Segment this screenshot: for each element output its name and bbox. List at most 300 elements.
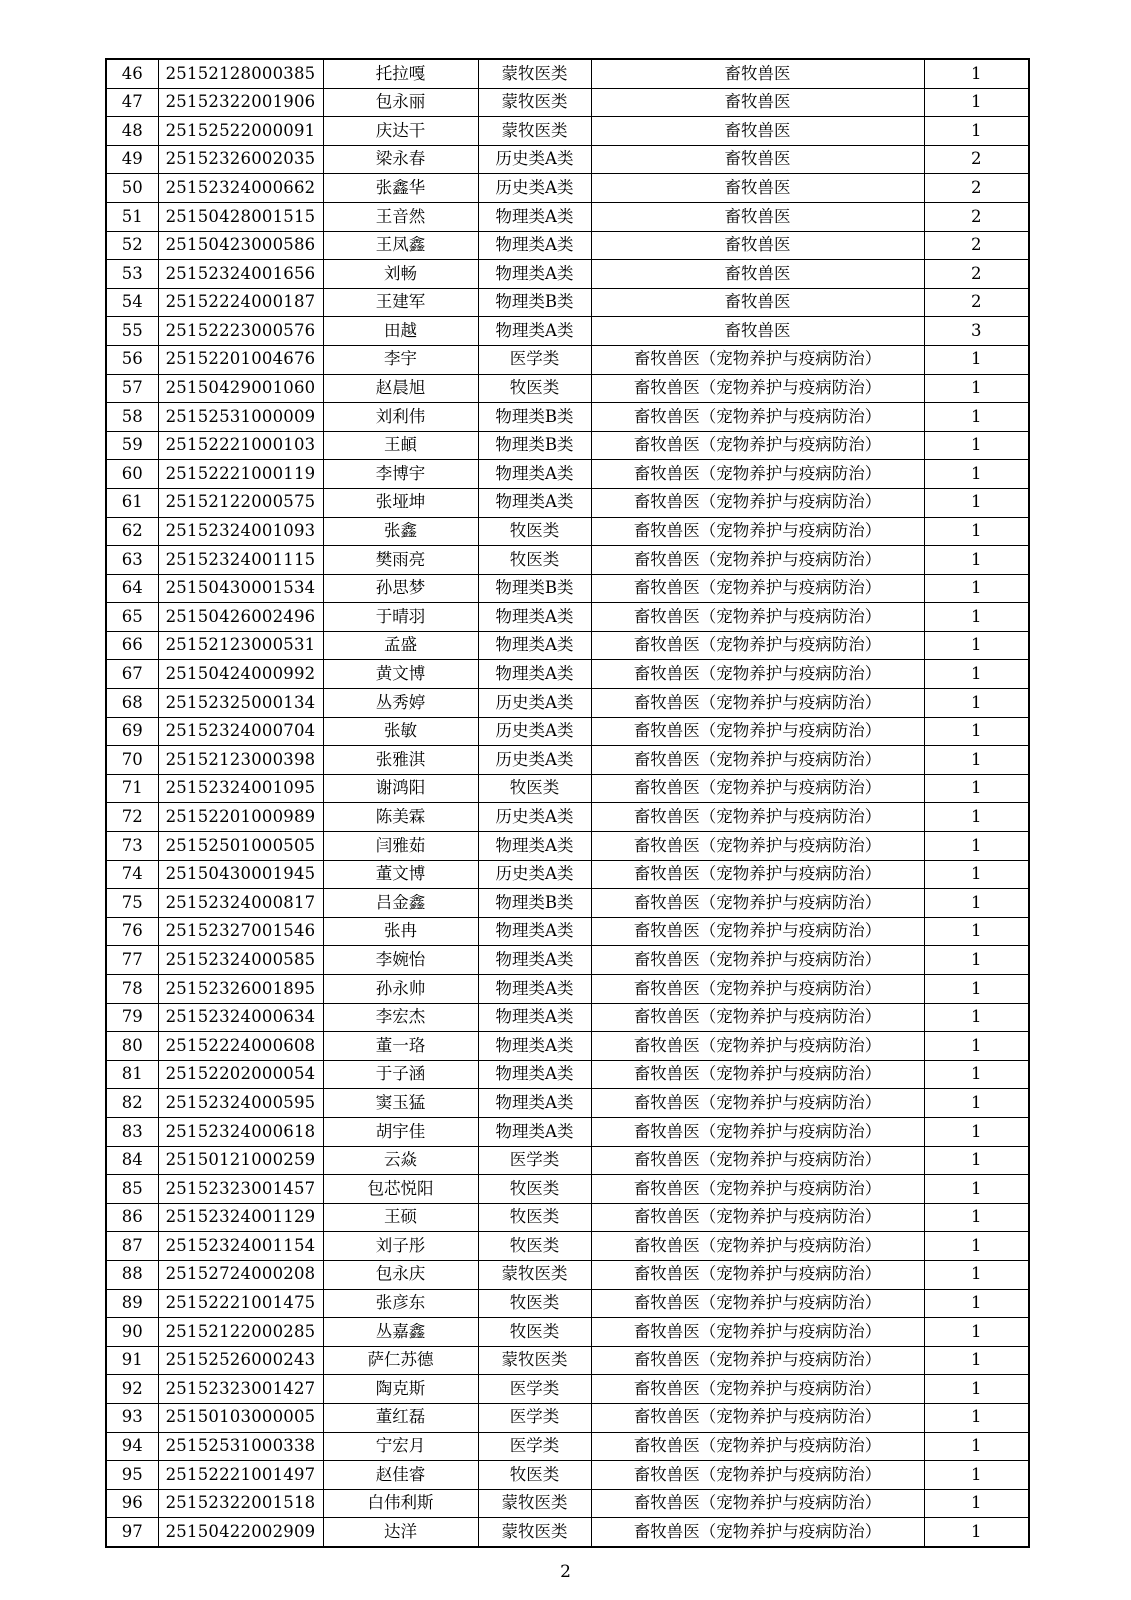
major-cell: 畜牧兽医（宠物养护与疫病防治） xyxy=(591,717,924,746)
page-number: 2 xyxy=(560,1562,571,1582)
table-row xyxy=(106,231,1029,260)
subject-category-cell: 蒙牧医类 xyxy=(478,1489,591,1518)
subject-category-cell: 物理类A类 xyxy=(478,946,591,975)
major-cell: 畜牧兽医 xyxy=(591,202,924,231)
student-name-cell: 董文博 xyxy=(323,860,478,889)
major-cell: 畜牧兽医 xyxy=(591,145,924,174)
table-row xyxy=(106,946,1029,975)
table-row xyxy=(106,1489,1029,1518)
candidate-id-cell: 25152128000385 xyxy=(158,59,323,88)
table-row xyxy=(106,345,1029,374)
row-index-cell: 47 xyxy=(106,88,158,117)
student-name-cell: 庆达干 xyxy=(323,117,478,146)
subject-category-cell: 物理类A类 xyxy=(478,631,591,660)
row-index-cell: 48 xyxy=(106,117,158,146)
row-index-cell: 94 xyxy=(106,1432,158,1461)
row-index-cell: 88 xyxy=(106,1260,158,1289)
candidate-id-cell: 25150103000005 xyxy=(158,1403,323,1432)
table-row xyxy=(106,1403,1029,1432)
table-row xyxy=(106,889,1029,918)
row-index-cell: 57 xyxy=(106,374,158,403)
subject-category-cell: 物理类B类 xyxy=(478,574,591,603)
student-name-cell: 梁永春 xyxy=(323,145,478,174)
row-index-cell: 75 xyxy=(106,889,158,918)
student-name-cell: 赵佳睿 xyxy=(323,1461,478,1490)
major-cell: 畜牧兽医（宠物养护与疫病防治） xyxy=(591,1260,924,1289)
major-cell: 畜牧兽医 xyxy=(591,174,924,203)
major-cell: 畜牧兽医 xyxy=(591,317,924,346)
candidate-id-cell: 25152501000505 xyxy=(158,832,323,861)
row-index-cell: 51 xyxy=(106,202,158,231)
subject-category-cell: 历史类A类 xyxy=(478,145,591,174)
major-cell: 畜牧兽医（宠物养护与疫病防治） xyxy=(591,403,924,432)
batch-cell: 1 xyxy=(924,832,1029,861)
row-index-cell: 89 xyxy=(106,1289,158,1318)
row-index-cell: 54 xyxy=(106,288,158,317)
table-row xyxy=(106,488,1029,517)
subject-category-cell: 历史类A类 xyxy=(478,860,591,889)
table-row xyxy=(106,975,1029,1004)
subject-category-cell: 牧医类 xyxy=(478,774,591,803)
table-row xyxy=(106,460,1029,489)
major-cell: 畜牧兽医（宠物养护与疫病防治） xyxy=(591,631,924,660)
subject-category-cell: 牧医类 xyxy=(478,517,591,546)
candidate-id-cell: 25152324000662 xyxy=(158,174,323,203)
table-row xyxy=(106,1461,1029,1490)
subject-category-cell: 牧医类 xyxy=(478,1175,591,1204)
subject-category-cell: 蒙牧医类 xyxy=(478,117,591,146)
batch-cell: 1 xyxy=(924,717,1029,746)
student-name-cell: 陶克斯 xyxy=(323,1375,478,1404)
major-cell: 畜牧兽医（宠物养护与疫病防治） xyxy=(591,1346,924,1375)
student-name-cell: 达洋 xyxy=(323,1518,478,1547)
row-index-cell: 96 xyxy=(106,1489,158,1518)
row-index-cell: 81 xyxy=(106,1060,158,1089)
subject-category-cell: 物理类A类 xyxy=(478,1089,591,1118)
subject-category-cell: 物理类A类 xyxy=(478,460,591,489)
batch-cell: 1 xyxy=(924,517,1029,546)
candidate-id-cell: 25150429001060 xyxy=(158,374,323,403)
row-index-cell: 84 xyxy=(106,1146,158,1175)
candidate-id-cell: 25152221000119 xyxy=(158,460,323,489)
subject-category-cell: 历史类A类 xyxy=(478,717,591,746)
candidate-id-cell: 25152201000989 xyxy=(158,803,323,832)
batch-cell: 1 xyxy=(924,1375,1029,1404)
row-index-cell: 52 xyxy=(106,231,158,260)
subject-category-cell: 物理类A类 xyxy=(478,975,591,1004)
batch-cell: 2 xyxy=(924,260,1029,289)
row-index-cell: 80 xyxy=(106,1032,158,1061)
batch-cell: 1 xyxy=(924,860,1029,889)
batch-cell: 2 xyxy=(924,202,1029,231)
table-row xyxy=(106,1175,1029,1204)
candidate-id-cell: 25152324000817 xyxy=(158,889,323,918)
major-cell: 畜牧兽医（宠物养护与疫病防治） xyxy=(591,1289,924,1318)
candidate-id-cell: 25152324000618 xyxy=(158,1117,323,1146)
student-name-cell: 王建军 xyxy=(323,288,478,317)
major-cell: 畜牧兽医（宠物养护与疫病防治） xyxy=(591,1203,924,1232)
student-name-cell: 李宇 xyxy=(323,345,478,374)
major-cell: 畜牧兽医（宠物养护与疫病防治） xyxy=(591,574,924,603)
batch-cell: 1 xyxy=(924,546,1029,575)
table-row xyxy=(106,1117,1029,1146)
subject-category-cell: 医学类 xyxy=(478,1403,591,1432)
subject-category-cell: 历史类A类 xyxy=(478,746,591,775)
student-name-cell: 张冉 xyxy=(323,917,478,946)
table-row xyxy=(106,1060,1029,1089)
table-row xyxy=(106,1032,1029,1061)
batch-cell: 3 xyxy=(924,317,1029,346)
major-cell: 畜牧兽医（宠物养护与疫病防治） xyxy=(591,1518,924,1547)
batch-cell: 1 xyxy=(924,1175,1029,1204)
major-cell: 畜牧兽医 xyxy=(591,59,924,88)
subject-category-cell: 医学类 xyxy=(478,1146,591,1175)
row-index-cell: 50 xyxy=(106,174,158,203)
table-row xyxy=(106,717,1029,746)
row-index-cell: 74 xyxy=(106,860,158,889)
student-name-cell: 白伟利斯 xyxy=(323,1489,478,1518)
student-name-cell: 丛嘉鑫 xyxy=(323,1318,478,1347)
table-row xyxy=(106,803,1029,832)
student-name-cell: 赵晨旭 xyxy=(323,374,478,403)
row-index-cell: 85 xyxy=(106,1175,158,1204)
major-cell: 畜牧兽医（宠物养护与疫病防治） xyxy=(591,889,924,918)
subject-category-cell: 牧医类 xyxy=(478,1232,591,1261)
batch-cell: 1 xyxy=(924,1461,1029,1490)
table-row xyxy=(106,1432,1029,1461)
batch-cell: 1 xyxy=(924,746,1029,775)
row-index-cell: 55 xyxy=(106,317,158,346)
major-cell: 畜牧兽医（宠物养护与疫病防治） xyxy=(591,488,924,517)
batch-cell: 1 xyxy=(924,975,1029,1004)
batch-cell: 2 xyxy=(924,174,1029,203)
batch-cell: 1 xyxy=(924,1346,1029,1375)
table-row xyxy=(106,1232,1029,1261)
candidate-id-cell: 25152221000103 xyxy=(158,431,323,460)
student-name-cell: 包永丽 xyxy=(323,88,478,117)
major-cell: 畜牧兽医 xyxy=(591,117,924,146)
table-row xyxy=(106,832,1029,861)
candidate-id-cell: 25152324001095 xyxy=(158,774,323,803)
batch-cell: 1 xyxy=(924,117,1029,146)
candidate-id-cell: 25152326001895 xyxy=(158,975,323,1004)
candidate-id-cell: 25152324001656 xyxy=(158,260,323,289)
row-index-cell: 95 xyxy=(106,1461,158,1490)
row-index-cell: 93 xyxy=(106,1403,158,1432)
candidate-id-cell: 25152322001906 xyxy=(158,88,323,117)
batch-cell: 1 xyxy=(924,1403,1029,1432)
subject-category-cell: 物理类B类 xyxy=(478,431,591,460)
table-row xyxy=(106,1289,1029,1318)
table-row xyxy=(106,603,1029,632)
student-name-cell: 孟盛 xyxy=(323,631,478,660)
major-cell: 畜牧兽医（宠物养护与疫病防治） xyxy=(591,746,924,775)
student-name-cell: 孙思梦 xyxy=(323,574,478,603)
table-row xyxy=(106,1089,1029,1118)
major-cell: 畜牧兽医（宠物养护与疫病防治） xyxy=(591,803,924,832)
subject-category-cell: 物理类A类 xyxy=(478,202,591,231)
major-cell: 畜牧兽医（宠物养护与疫病防治） xyxy=(591,1232,924,1261)
subject-category-cell: 医学类 xyxy=(478,345,591,374)
batch-cell: 1 xyxy=(924,345,1029,374)
subject-category-cell: 蒙牧医类 xyxy=(478,1260,591,1289)
student-name-cell: 张雅淇 xyxy=(323,746,478,775)
student-name-cell: 董一珞 xyxy=(323,1032,478,1061)
subject-category-cell: 蒙牧医类 xyxy=(478,1346,591,1375)
batch-cell: 1 xyxy=(924,1432,1029,1461)
batch-cell: 1 xyxy=(924,374,1029,403)
row-index-cell: 87 xyxy=(106,1232,158,1261)
batch-cell: 1 xyxy=(924,1089,1029,1118)
row-index-cell: 67 xyxy=(106,660,158,689)
student-name-cell: 李婉怡 xyxy=(323,946,478,975)
candidate-id-cell: 25150426002496 xyxy=(158,603,323,632)
batch-cell: 1 xyxy=(924,603,1029,632)
candidate-id-cell: 25152327001546 xyxy=(158,917,323,946)
major-cell: 畜牧兽医 xyxy=(591,260,924,289)
batch-cell: 1 xyxy=(924,1003,1029,1032)
student-name-cell: 王音然 xyxy=(323,202,478,231)
table-row xyxy=(106,1318,1029,1347)
row-index-cell: 66 xyxy=(106,631,158,660)
row-index-cell: 53 xyxy=(106,260,158,289)
candidate-id-cell: 25152324001093 xyxy=(158,517,323,546)
subject-category-cell: 历史类A类 xyxy=(478,174,591,203)
table-row xyxy=(106,546,1029,575)
student-name-cell: 刘畅 xyxy=(323,260,478,289)
table-row xyxy=(106,374,1029,403)
row-index-cell: 77 xyxy=(106,946,158,975)
table-row xyxy=(106,317,1029,346)
subject-category-cell: 蒙牧医类 xyxy=(478,1518,591,1547)
major-cell: 畜牧兽医（宠物养护与疫病防治） xyxy=(591,345,924,374)
table-row xyxy=(106,1203,1029,1232)
major-cell: 畜牧兽医（宠物养护与疫病防治） xyxy=(591,1060,924,1089)
batch-cell: 1 xyxy=(924,1289,1029,1318)
table-row xyxy=(106,1346,1029,1375)
batch-cell: 1 xyxy=(924,917,1029,946)
table-row xyxy=(106,117,1029,146)
major-cell: 畜牧兽医（宠物养护与疫病防治） xyxy=(591,1461,924,1490)
subject-category-cell: 蒙牧医类 xyxy=(478,88,591,117)
student-name-cell: 董红磊 xyxy=(323,1403,478,1432)
table-row xyxy=(106,517,1029,546)
subject-category-cell: 物理类A类 xyxy=(478,1060,591,1089)
batch-cell: 1 xyxy=(924,431,1029,460)
subject-category-cell: 医学类 xyxy=(478,1432,591,1461)
row-index-cell: 69 xyxy=(106,717,158,746)
student-name-cell: 王硕 xyxy=(323,1203,478,1232)
row-index-cell: 86 xyxy=(106,1203,158,1232)
batch-cell: 1 xyxy=(924,1060,1029,1089)
major-cell: 畜牧兽医（宠物养护与疫病防治） xyxy=(591,431,924,460)
row-index-cell: 63 xyxy=(106,546,158,575)
row-index-cell: 59 xyxy=(106,431,158,460)
row-index-cell: 90 xyxy=(106,1318,158,1347)
subject-category-cell: 物理类A类 xyxy=(478,1003,591,1032)
row-index-cell: 72 xyxy=(106,803,158,832)
table-row xyxy=(106,1518,1029,1547)
candidate-id-cell: 25152324001129 xyxy=(158,1203,323,1232)
major-cell: 畜牧兽医（宠物养护与疫病防治） xyxy=(591,832,924,861)
candidate-id-cell: 25150428001515 xyxy=(158,202,323,231)
candidate-id-cell: 25152221001497 xyxy=(158,1461,323,1490)
row-index-cell: 97 xyxy=(106,1518,158,1547)
major-cell: 畜牧兽医（宠物养护与疫病防治） xyxy=(591,1375,924,1404)
major-cell: 畜牧兽医（宠物养护与疫病防治） xyxy=(591,1032,924,1061)
subject-category-cell: 物理类A类 xyxy=(478,603,591,632)
subject-category-cell: 牧医类 xyxy=(478,1289,591,1318)
row-index-cell: 62 xyxy=(106,517,158,546)
subject-category-cell: 物理类A类 xyxy=(478,1117,591,1146)
student-name-cell: 于子涵 xyxy=(323,1060,478,1089)
batch-cell: 1 xyxy=(924,460,1029,489)
major-cell: 畜牧兽医 xyxy=(591,231,924,260)
major-cell: 畜牧兽医（宠物养护与疫病防治） xyxy=(591,1089,924,1118)
candidate-id-cell: 25152324000595 xyxy=(158,1089,323,1118)
batch-cell: 2 xyxy=(924,288,1029,317)
major-cell: 畜牧兽医（宠物养护与疫病防治） xyxy=(591,917,924,946)
major-cell: 畜牧兽医（宠物养护与疫病防治） xyxy=(591,860,924,889)
candidate-id-cell: 25152531000009 xyxy=(158,403,323,432)
batch-cell: 1 xyxy=(924,488,1029,517)
student-name-cell: 丛秀婷 xyxy=(323,689,478,718)
subject-category-cell: 物理类A类 xyxy=(478,917,591,946)
candidate-id-cell: 25152724000208 xyxy=(158,1260,323,1289)
candidate-id-cell: 25150430001534 xyxy=(158,574,323,603)
batch-cell: 1 xyxy=(924,403,1029,432)
student-name-cell: 樊雨亮 xyxy=(323,546,478,575)
major-cell: 畜牧兽医（宠物养护与疫病防治） xyxy=(591,1146,924,1175)
batch-cell: 1 xyxy=(924,88,1029,117)
student-name-cell: 刘利伟 xyxy=(323,403,478,432)
candidate-id-cell: 25152324000585 xyxy=(158,946,323,975)
table-row xyxy=(106,88,1029,117)
batch-cell: 1 xyxy=(924,1232,1029,1261)
student-name-cell: 张敏 xyxy=(323,717,478,746)
major-cell: 畜牧兽医（宠物养护与疫病防治） xyxy=(591,546,924,575)
batch-cell: 1 xyxy=(924,1518,1029,1547)
student-name-cell: 闫雅茹 xyxy=(323,832,478,861)
subject-category-cell: 物理类A类 xyxy=(478,317,591,346)
candidate-id-cell: 25152221001475 xyxy=(158,1289,323,1318)
student-name-cell: 张彦东 xyxy=(323,1289,478,1318)
candidate-id-cell: 25152526000243 xyxy=(158,1346,323,1375)
major-cell: 畜牧兽医（宠物养护与疫病防治） xyxy=(591,660,924,689)
row-index-cell: 56 xyxy=(106,345,158,374)
student-name-cell: 窦玉猛 xyxy=(323,1089,478,1118)
batch-cell: 1 xyxy=(924,689,1029,718)
subject-category-cell: 历史类A类 xyxy=(478,803,591,832)
table-row xyxy=(106,774,1029,803)
batch-cell: 1 xyxy=(924,631,1029,660)
student-name-cell: 孙永帅 xyxy=(323,975,478,1004)
major-cell: 畜牧兽医（宠物养护与疫病防治） xyxy=(591,946,924,975)
table-row xyxy=(106,746,1029,775)
table-row xyxy=(106,660,1029,689)
subject-category-cell: 医学类 xyxy=(478,1375,591,1404)
major-cell: 畜牧兽医 xyxy=(591,88,924,117)
table-row xyxy=(106,1260,1029,1289)
candidate-id-cell: 25150423000586 xyxy=(158,231,323,260)
subject-category-cell: 牧医类 xyxy=(478,1461,591,1490)
row-index-cell: 68 xyxy=(106,689,158,718)
student-name-cell: 包芯悦阳 xyxy=(323,1175,478,1204)
student-name-cell: 王頔 xyxy=(323,431,478,460)
candidate-id-cell: 25152323001457 xyxy=(158,1175,323,1204)
batch-cell: 1 xyxy=(924,946,1029,975)
batch-cell: 1 xyxy=(924,774,1029,803)
student-name-cell: 田越 xyxy=(323,317,478,346)
major-cell: 畜牧兽医 xyxy=(591,288,924,317)
candidate-id-cell: 25152324000634 xyxy=(158,1003,323,1032)
table-row xyxy=(106,689,1029,718)
table-row xyxy=(106,1146,1029,1175)
student-name-cell: 云焱 xyxy=(323,1146,478,1175)
student-name-cell: 李宏杰 xyxy=(323,1003,478,1032)
table-row xyxy=(106,1003,1029,1032)
batch-cell: 1 xyxy=(924,803,1029,832)
student-name-cell: 宁宏月 xyxy=(323,1432,478,1461)
candidate-id-cell: 25150424000992 xyxy=(158,660,323,689)
row-index-cell: 78 xyxy=(106,975,158,1004)
candidate-id-cell: 25152123000398 xyxy=(158,746,323,775)
table-row xyxy=(106,59,1029,88)
row-index-cell: 65 xyxy=(106,603,158,632)
subject-category-cell: 物理类B类 xyxy=(478,889,591,918)
student-name-cell: 包永庆 xyxy=(323,1260,478,1289)
subject-category-cell: 物理类A类 xyxy=(478,231,591,260)
row-index-cell: 79 xyxy=(106,1003,158,1032)
candidate-id-cell: 25152531000338 xyxy=(158,1432,323,1461)
subject-category-cell: 牧医类 xyxy=(478,546,591,575)
subject-category-cell: 牧医类 xyxy=(478,1203,591,1232)
batch-cell: 1 xyxy=(924,1117,1029,1146)
candidate-id-cell: 25152323001427 xyxy=(158,1375,323,1404)
batch-cell: 1 xyxy=(924,1032,1029,1061)
row-index-cell: 46 xyxy=(106,59,158,88)
admission-roster-table xyxy=(105,58,1030,1548)
student-name-cell: 吕金鑫 xyxy=(323,889,478,918)
row-index-cell: 64 xyxy=(106,574,158,603)
major-cell: 畜牧兽医（宠物养护与疫病防治） xyxy=(591,1403,924,1432)
student-name-cell: 谢鸿阳 xyxy=(323,774,478,803)
subject-category-cell: 物理类B类 xyxy=(478,288,591,317)
subject-category-cell: 牧医类 xyxy=(478,1318,591,1347)
student-name-cell: 胡宇佳 xyxy=(323,1117,478,1146)
subject-category-cell: 物理类A类 xyxy=(478,1032,591,1061)
row-index-cell: 70 xyxy=(106,746,158,775)
batch-cell: 1 xyxy=(924,59,1029,88)
major-cell: 畜牧兽医（宠物养护与疫病防治） xyxy=(591,975,924,1004)
subject-category-cell: 物理类A类 xyxy=(478,832,591,861)
batch-cell: 2 xyxy=(924,145,1029,174)
table-row xyxy=(106,631,1029,660)
candidate-id-cell: 25152201004676 xyxy=(158,345,323,374)
student-name-cell: 张鑫 xyxy=(323,517,478,546)
major-cell: 畜牧兽医（宠物养护与疫病防治） xyxy=(591,460,924,489)
row-index-cell: 61 xyxy=(106,488,158,517)
row-index-cell: 49 xyxy=(106,145,158,174)
batch-cell: 1 xyxy=(924,1489,1029,1518)
candidate-id-cell: 25152122000575 xyxy=(158,488,323,517)
table-row xyxy=(106,1375,1029,1404)
table-row xyxy=(106,574,1029,603)
candidate-id-cell: 25152202000054 xyxy=(158,1060,323,1089)
major-cell: 畜牧兽医（宠物养护与疫病防治） xyxy=(591,774,924,803)
major-cell: 畜牧兽医（宠物养护与疫病防治） xyxy=(591,1175,924,1204)
candidate-id-cell: 25152326002035 xyxy=(158,145,323,174)
